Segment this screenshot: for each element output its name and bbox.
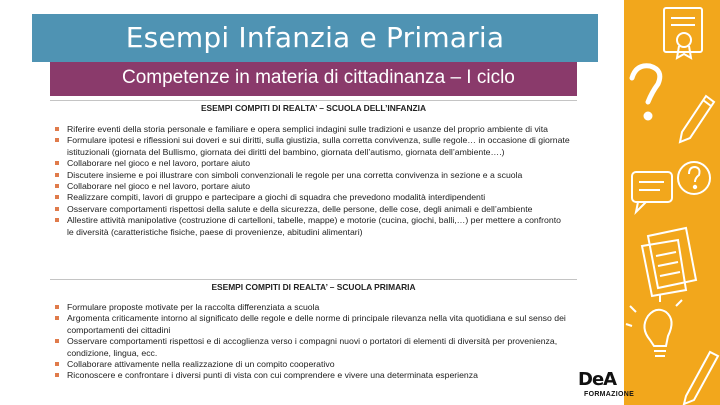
documents-icon [642, 228, 696, 296]
list-item-text: Formulare proposte motivate per la raccolta differenziata a scuola [67, 302, 320, 312]
certificate-icon [664, 8, 702, 58]
bullet-icon [55, 173, 59, 177]
slide-title: Esempi Infanzia e Primaria [125, 21, 505, 54]
bullet-icon [55, 127, 59, 131]
list-item-text: Allestire attività manipolative (costruzione di cartelloni, tabelle, mappe) e motorie (cucina, giochi, balli,…) per mettere a confronto le diversità (caratteristiche fisiche, paese di provenienze, abitudini alimentari) [67, 215, 561, 237]
slide-subtitle: Competenze in materia di cittadinanza – I ciclo [122, 67, 515, 88]
list-item [50, 215, 570, 238]
list-item [50, 124, 570, 135]
speech-bubble-question-icon [632, 162, 710, 212]
bullet-icon [55, 161, 59, 165]
list-item [50, 313, 570, 336]
list-item [50, 135, 570, 158]
subtitle-banner [50, 62, 577, 96]
list-item-text: Collaborare nel gioco e nel lavoro, portare aiuto [67, 181, 251, 192]
bullet-icon [55, 218, 59, 222]
bullet-icon [55, 195, 59, 199]
list-item-text: Riconoscere e confrontare i diversi punti di vista con cui comprendere e vivere una determinata esperienza [67, 370, 478, 381]
primaria-list [50, 302, 570, 382]
dea-logo [574, 369, 635, 403]
list-item [50, 158, 570, 169]
list-item-text: Collaborare attivamente nella realizzazione di un compito cooperativo [67, 359, 335, 370]
pencil-icon [684, 352, 718, 404]
list-item-text: Realizzare compiti, lavori di gruppo e partecipare a giochi di squadra che prevedono modalità interdipendenti [67, 192, 486, 203]
section-divider [50, 100, 577, 101]
bullet-icon [55, 316, 59, 320]
list-item [50, 192, 570, 203]
bullet-icon [55, 207, 59, 211]
list-item-text: Osservare comportamenti rispettosi e di accoglienza verso i compagni nuovi o portatori di elementi di diversità per provenienza, condizione, lingua, ecc. [67, 336, 558, 358]
question-mark-icon [632, 66, 660, 118]
list-item-text: Argomenta criticamente intorno al significato delle regole e delle norme di principale rilevanza nella vita quotidiana e sul senso dei comportamenti dei cittadini [67, 313, 566, 335]
bullet-icon [55, 373, 59, 377]
infanzia-heading: ESEMPI COMPITI DI REALTA’ – SCUOLA DELL’INFANZIA [200, 103, 427, 113]
list-item-text: Formulare ipotesi e riflessioni sui doveri e sui diritti, sulla giustizia, sulla corretta convivenza, sulle regole… in occasione di giornate istituzionali (giornata del Bullismo, giornata dei diritti del bambino, giornata dell’autismo, giornata dell’ambiente….) [67, 135, 570, 157]
bullet-icon [55, 305, 59, 309]
section-divider [50, 279, 577, 280]
list-item [50, 359, 570, 370]
list-item-text: Collaborare nel gioco e nel lavoro, portare aiuto [67, 158, 251, 169]
list-item [50, 170, 570, 181]
lightbulb-icon [626, 294, 682, 356]
list-item [50, 204, 570, 215]
logo-subtext: FORMAZIONE [584, 391, 635, 398]
list-item [50, 336, 570, 359]
list-item-text: Osservare comportamenti rispettosi della salute e della sicurezza, delle persone, delle cose, degli animali e dell’ambiente [67, 203, 533, 214]
list-item [50, 302, 570, 313]
list-item [50, 370, 570, 381]
bullet-icon [55, 184, 59, 188]
pencil-icon [680, 96, 714, 142]
logo-text: DeA [578, 369, 617, 390]
title-bar [32, 14, 598, 62]
bullet-icon [55, 339, 59, 343]
decorative-sidebar [624, 0, 720, 405]
primaria-heading: ESEMPI COMPITI DI REALTA’ – SCUOLA PRIMARIA [211, 282, 416, 292]
bullet-icon [55, 362, 59, 366]
bullet-icon [55, 138, 59, 142]
list-item [50, 181, 570, 192]
list-item-text: Discutere insieme e poi illustrare con simboli convenzionali le regole per una corretta convivenza in sezione e a scuola [67, 169, 523, 180]
infanzia-list [50, 124, 570, 238]
list-item-text: Riferire eventi della storia personale e familiare e opera semplici indagini sulle tradizioni e usanze del proprio ambiente di vita [67, 124, 548, 134]
